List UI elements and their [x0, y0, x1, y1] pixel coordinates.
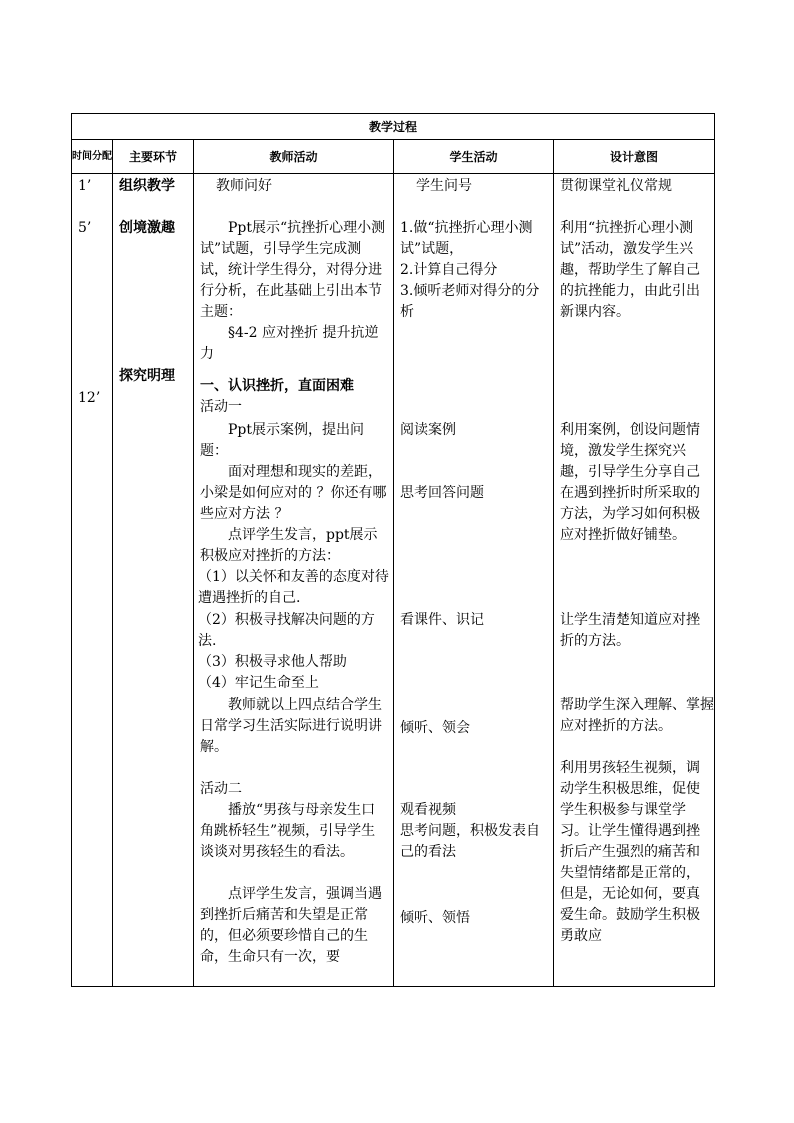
teacher-comment: 点评学生发言，ppt展示积极应对挫折的方法： — [200, 527, 378, 564]
method-3: （3）积极寻求他人帮助 — [198, 654, 347, 670]
teacher-case: Ppt展示案例，提出问题： — [200, 422, 365, 459]
header-student: 学生活动 — [394, 140, 554, 174]
stage-1: 组织教学 — [119, 178, 175, 194]
header-teacher: 教师活动 — [194, 140, 394, 174]
header-row — [72, 140, 715, 174]
intent-column — [554, 174, 715, 987]
student-greet: 学生问号 — [416, 178, 472, 194]
student-listen-2: 倾听、领悟 — [400, 910, 470, 926]
header-stage: 主要环节 — [113, 140, 194, 174]
teacher-greet: 教师问好 — [216, 178, 272, 194]
time-1: 1’ — [78, 178, 92, 194]
student-video: 观看视频 — [400, 802, 456, 818]
teacher-question: 面对理想和现实的差距，小梁是如何应对的 ？你还有哪些应对方法 ？ — [200, 464, 387, 522]
stage-2: 创境激趣 — [119, 220, 175, 236]
student-step-3: 3.倾听老师对得分的分析 — [400, 283, 540, 320]
stage-3: 探究明理 — [119, 368, 175, 384]
time-3: 12’ — [78, 390, 101, 406]
activity-2-label: 活动二 — [200, 781, 242, 797]
student-listen: 倾听、领会 — [400, 720, 470, 736]
teacher-intro: Ppt展示“抗挫折心理小测试”试题，引导学生完成测试，统计学生得分，对得分进行分析，在此基础上引出本节主题： — [200, 220, 386, 320]
student-discuss: 思考问题，积极发表自己的看法 — [400, 823, 540, 860]
header-intent: 设计意图 — [554, 140, 715, 174]
method-1: （1）以关怀和友善的态度对待遭遇挫折的自己. — [198, 569, 389, 606]
teacher-comment-2: 点评学生发言，强调当遇到挫折后痛苦和失望是正常的，但必须要珍惜自己的生命，生命只有一次，要 — [200, 886, 382, 965]
time-2: 5’ — [78, 220, 92, 236]
activity-1-label: 活动一 — [200, 399, 242, 415]
teacher-column — [194, 174, 394, 987]
student-read: 阅读案例 — [400, 422, 456, 438]
intent-4: 让学生清楚知道应对挫折的方法。 — [560, 612, 700, 649]
teacher-video: 播放“男孩与母亲发生口角跳桥轻生”视频，引导学生谈谈对男孩轻生的看法。 — [200, 802, 376, 860]
content-row — [72, 174, 715, 987]
stage-column — [113, 174, 194, 987]
student-think: 思考回答问题 — [400, 485, 484, 501]
method-2: （2）积极寻找解决问题的方法. — [198, 612, 375, 649]
time-column — [72, 174, 113, 987]
lesson-table — [71, 113, 715, 987]
teacher-topic: §4-2 应对挫折 提升抗逆力 — [200, 325, 379, 362]
intent-1: 贯彻课堂礼仪常规 — [560, 178, 672, 194]
student-watch: 看课件、识记 — [400, 612, 484, 628]
teacher-explain: 教师就以上四点结合学生日常学习生活实际进行说明讲解。 — [200, 697, 382, 755]
intent-6: 利用男孩轻生视频，调动学生积极思维，促使学生积极参与课堂学习。让学生懂得遇到挫折后产生强烈的痛苦和失望情绪都是正常的，但是，无论如何，要真爱生命。鼓励学生积极勇敢应 — [560, 760, 700, 944]
student-step-1: 1.做“抗挫折心理小测试”试题， — [400, 220, 533, 257]
intent-3: 利用案例，创设问题情境，激发学生探究兴趣，引导学生分享自己在遇到挫折时所采取的方法，为学习如何积极应对挫折做好铺垫。 — [560, 422, 700, 543]
intent-2: 利用“抗挫折心理小测试”活动，激发学生兴趣，帮助学生了解自己的抗挫能力，由此引出新课内容。 — [560, 220, 700, 320]
header-time: 时间分配 — [72, 140, 113, 174]
section-1-title: 一、认识挫折，直面困难 — [200, 378, 354, 394]
student-column — [394, 174, 554, 987]
intent-5: 帮助学生深入理解、掌握应对挫折的方法。 — [560, 697, 714, 734]
table-title: 教学过程 — [72, 114, 715, 140]
student-step-2: 2.计算自己得分 — [400, 262, 498, 278]
method-4: （4）牢记生命至上 — [198, 675, 319, 691]
